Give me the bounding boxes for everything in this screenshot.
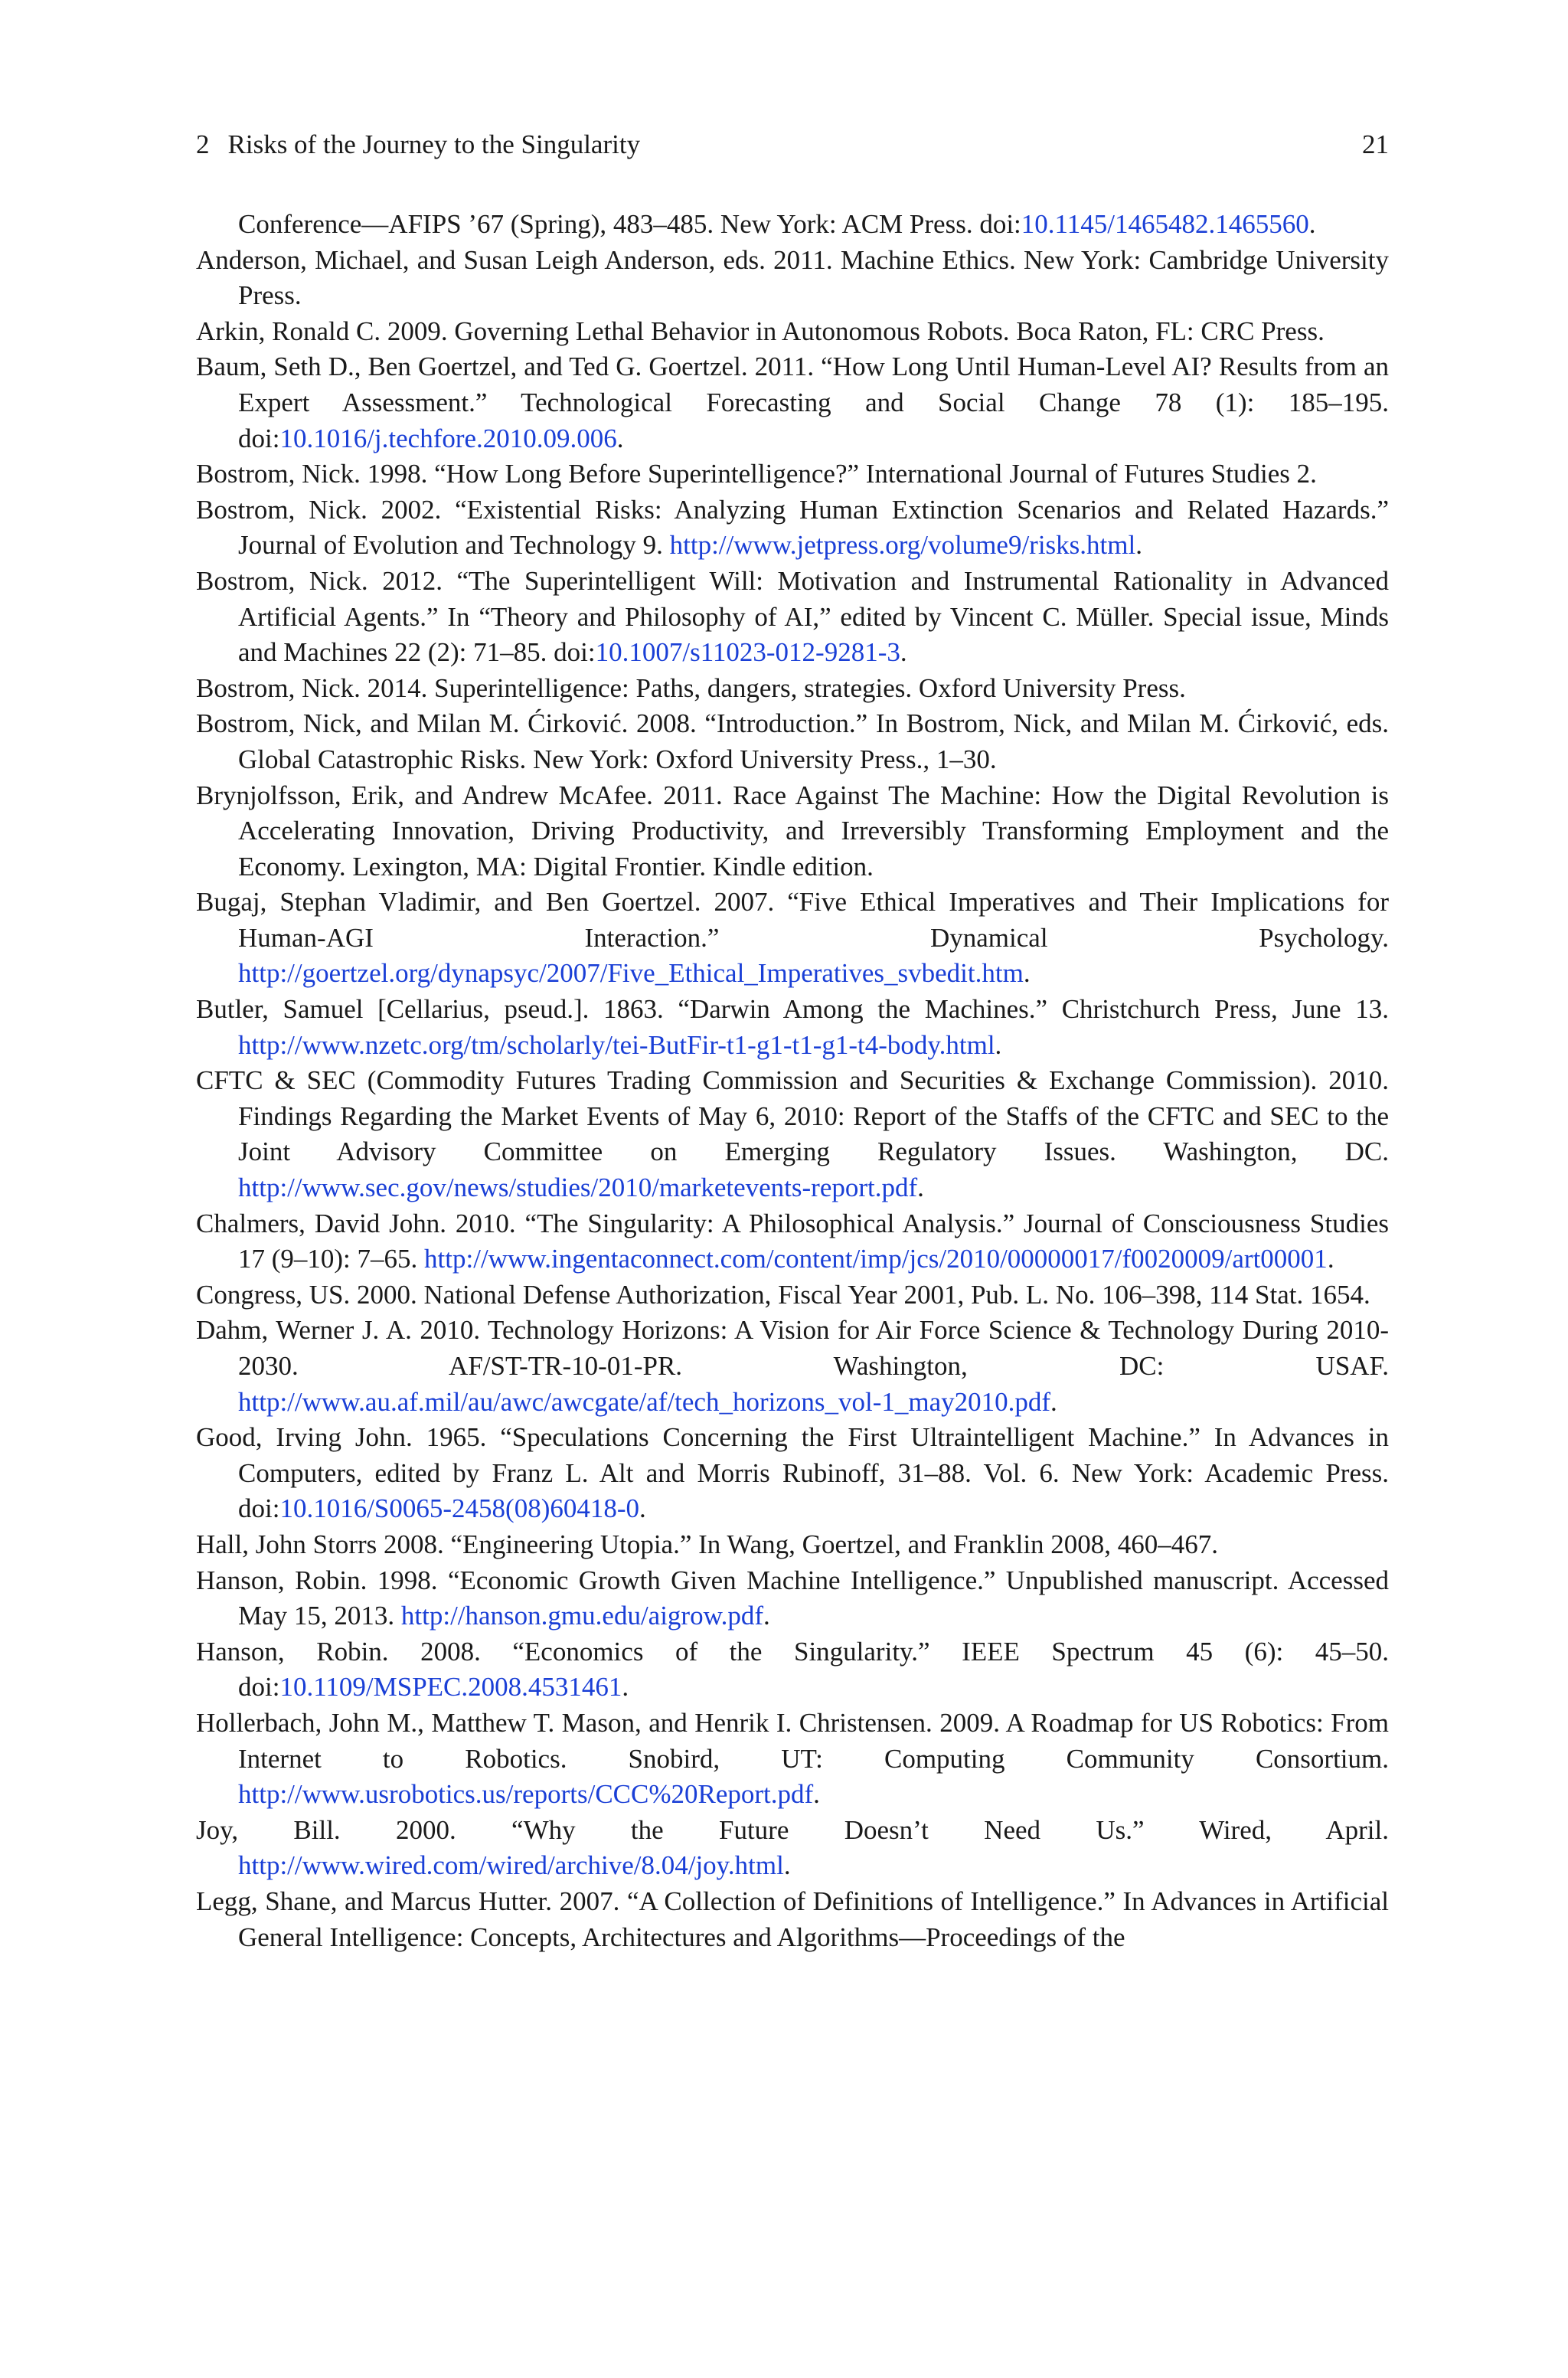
reference-punctuation: . [917, 1173, 924, 1203]
reference-text: Anderson, Michael, and Susan Leigh Anderson, eds. 2011. Machine Ethics. New York: Cambridge University Press. [196, 244, 1389, 311]
reference-punctuation: . [995, 1029, 1002, 1060]
reference-punctuation: . [763, 1601, 770, 1631]
reference-entry [196, 1206, 1389, 1277]
reference-entry [196, 778, 1389, 885]
reference-punctuation: . [1135, 530, 1142, 561]
reference-entry [196, 1563, 1389, 1634]
reference-text: Congress, US. 2000. National Defense Authorization, Fiscal Year 2001, Pub. L. No. 106–398, 114 Stat. 1654. [196, 1279, 1370, 1310]
reference-link[interactable]: http://goertzel.org/dynapsyc/2007/Five_Ethical_Imperatives_svbedit.htm [238, 958, 1024, 989]
reference-text: Joy, Bill. 2000. “Why the Future Doesn’t Need Us.” Wired, April. [196, 1814, 1389, 1845]
reference-text: Bostrom, Nick. 2012. “The Superintelligent Will: Motivation and Instrumental Rationality in Advanced Artificial Agents.” In “Theory and Philosophy of AI,” edited by Vincent C. Müller. Special issue, Minds and Machines 22 (2): 71–85. doi: [196, 565, 1389, 668]
reference-punctuation: . [1308, 209, 1316, 239]
reference-entry [196, 1420, 1389, 1527]
reference-entry [196, 243, 1389, 314]
reference-entry [196, 1813, 1389, 1884]
reference-punctuation: . [639, 1493, 646, 1524]
reference-link[interactable]: http://www.jetpress.org/volume9/risks.html [669, 530, 1136, 561]
reference-text: Legg, Shane, and Marcus Hutter. 2007. “A Collection of Definitions of Intelligence.” In Advances in Artificial General Intelligence: Concepts, Architectures and Algorithms—Proceedings of the [196, 1886, 1389, 1952]
reference-text: Bostrom, Nick. 2002. “Existential Risks: Analyzing Human Extinction Scenarios and Related Hazards.” Journal of Evolution and Technology 9. [196, 494, 1389, 561]
reference-link[interactable]: 10.1007/s11023-012-9281-3 [595, 637, 900, 668]
reference-text: Baum, Seth D., Ben Goertzel, and Ted G. Goertzel. 2011. “How Long Until Human-Level AI? Results from an Expert Assessment.” Technological Forecasting and Social Change 78 (1): 185–195. doi: [196, 352, 1389, 453]
reference-entry [196, 1884, 1389, 1955]
reference-punctuation: . [622, 1672, 629, 1703]
reference-entry [196, 1527, 1389, 1563]
reference-punctuation: . [783, 1850, 791, 1881]
reference-entry [196, 456, 1389, 492]
reference-entry [196, 706, 1389, 777]
reference-punctuation: . [813, 1779, 820, 1810]
reference-entry [196, 671, 1389, 707]
reference-link[interactable]: http://www.usrobotics.us/reports/CCC%20Report.pdf [238, 1779, 814, 1810]
reference-text: Hanson, Robin. 2008. “Economics of the Singularity.” IEEE Spectrum 45 (6): 45–50. doi: [196, 1636, 1389, 1703]
reference-link[interactable]: http://hanson.gmu.edu/aigrow.pdf [400, 1601, 763, 1631]
reference-entry [196, 314, 1389, 350]
reference-entry [196, 1634, 1389, 1706]
reference-text: Bostrom, Nick. 1998. “How Long Before Superintelligence?” International Journal of Futures Studies 2. [196, 459, 1317, 489]
reference-text: Good, Irving John. 1965. “Speculations Concerning the First Ultraintelligent Machine.” In Advances in Computers, edited by Franz L. Alt and Morris Rubinoff, 31–88. Vol. 6. New York: Academic Press. doi: [196, 1422, 1389, 1524]
reference-link[interactable]: 10.1109/MSPEC.2008.4531461 [279, 1672, 622, 1703]
reference-punctuation: . [900, 637, 907, 668]
reference-text: Hollerbach, John M., Matthew T. Mason, and Henrik I. Christensen. 2009. A Roadmap for US Robotics: From Internet to Robotics. Snobird, UT: Computing Community Consortium. [196, 1707, 1389, 1774]
reference-text: Bostrom, Nick. 2014. Superintelligence: Paths, dangers, strategies. Oxford University Press. [196, 672, 1186, 703]
reference-entry [196, 349, 1389, 456]
reference-link[interactable]: 10.1145/1465482.1465560 [1021, 209, 1309, 239]
reference-text: Hall, John Storrs 2008. “Engineering Utopia.” In Wang, Goertzel, and Franklin 2008, 460–467. [196, 1529, 1219, 1559]
reference-text: Bostrom, Nick, and Milan M. Ćirković. 2008. “Introduction.” In Bostrom, Nick, and Milan M. Ćirković, eds. Global Catastrophic Risks. New York: Oxford University Press., 1–30. [196, 708, 1389, 774]
running-head-chapter [196, 127, 640, 162]
reference-link[interactable]: http://www.au.af.mil/au/awc/awcgate/af/tech_horizons_vol-1_may2010.pdf [238, 1386, 1051, 1417]
reference-link[interactable]: 10.1016/S0065-2458(08)60418-0 [279, 1493, 640, 1524]
reference-text: Dahm, Werner J. A. 2010. Technology Horizons: A Vision for Air Force Science & Technology During 2010-2030. AF/ST-TR-10-01-PR. Washington, DC: USAF. [196, 1315, 1389, 1381]
reference-link[interactable]: http://www.sec.gov/news/studies/2010/marketevents-report.pdf [238, 1173, 918, 1203]
reference-text: Brynjolfsson, Erik, and Andrew McAfee. 2011. Race Against The Machine: How the Digital Revolution is Accelerating Innovation, Driving Productivity, and Irreversibly Transforming Employment and the Economy. Lexington, MA: Digital Frontier. Kindle edition. [196, 780, 1389, 882]
reference-entry [196, 992, 1389, 1063]
reference-text: Chalmers, David John. 2010. “The Singularity: A Philosophical Analysis.” Journal of Consciousness Studies 17 (9–10): 7–65. [196, 1208, 1389, 1274]
running-head [196, 127, 1389, 162]
reference-punctuation: . [616, 423, 624, 453]
reference-text: Conference—AFIPS ’67 (Spring), 483–485. New York: ACM Press. doi: [238, 209, 1021, 239]
reference-list [196, 207, 1389, 1955]
reference-entry [196, 564, 1389, 671]
reference-link[interactable]: http://www.ingentaconnect.com/content/imp/jcs/2010/00000017/f0020009/art00001 [424, 1244, 1328, 1274]
chapter-title: Risks of the Journey to the Singularity [227, 129, 641, 159]
page-number: 21 [1362, 129, 1389, 159]
reference-entry [196, 885, 1389, 992]
reference-punctuation: . [1327, 1244, 1334, 1274]
reference-link[interactable]: http://www.nzetc.org/tm/scholarly/tei-ButFir-t1-g1-t1-g1-t4-body.html [238, 1029, 995, 1060]
reference-entry [196, 1706, 1389, 1813]
reference-entry [196, 1063, 1389, 1205]
reference-entry [196, 1313, 1389, 1420]
reference-entry [196, 207, 1389, 243]
reference-entry [196, 1277, 1389, 1313]
reference-text: CFTC & SEC (Commodity Futures Trading Commission and Securities & Exchange Commission). 2010. Findings Regarding the Market Events of May 6, 2010: Report of the Staffs of the CFTC and SEC to the Joint Advisory Committee on Emerging Regulatory Issues. Washington, DC. [196, 1065, 1389, 1167]
chapter-number: 2 [196, 129, 210, 159]
reference-text: Hanson, Robin. 1998. “Economic Growth Given Machine Intelligence.” Unpublished manuscript. Accessed May 15, 2013. [196, 1565, 1389, 1631]
reference-punctuation: . [1023, 958, 1031, 989]
reference-text: Butler, Samuel [Cellarius, pseud.]. 1863. “Darwin Among the Machines.” Christchurch Press, June 13. [196, 994, 1389, 1025]
reference-link[interactable]: 10.1016/j.techfore.2010.09.006 [279, 423, 617, 453]
reference-text: Arkin, Ronald C. 2009. Governing Lethal Behavior in Autonomous Robots. Boca Raton, FL: CRC Press. [196, 316, 1325, 346]
reference-entry [196, 492, 1389, 564]
reference-link[interactable]: http://www.wired.com/wired/archive/8.04/joy.html [238, 1850, 784, 1881]
reference-text: Bugaj, Stephan Vladimir, and Ben Goertzel. 2007. “Five Ethical Imperatives and Their Implications for Human-AGI Interaction.” Dynamical Psychology. [196, 887, 1389, 953]
reference-punctuation: . [1050, 1386, 1057, 1417]
